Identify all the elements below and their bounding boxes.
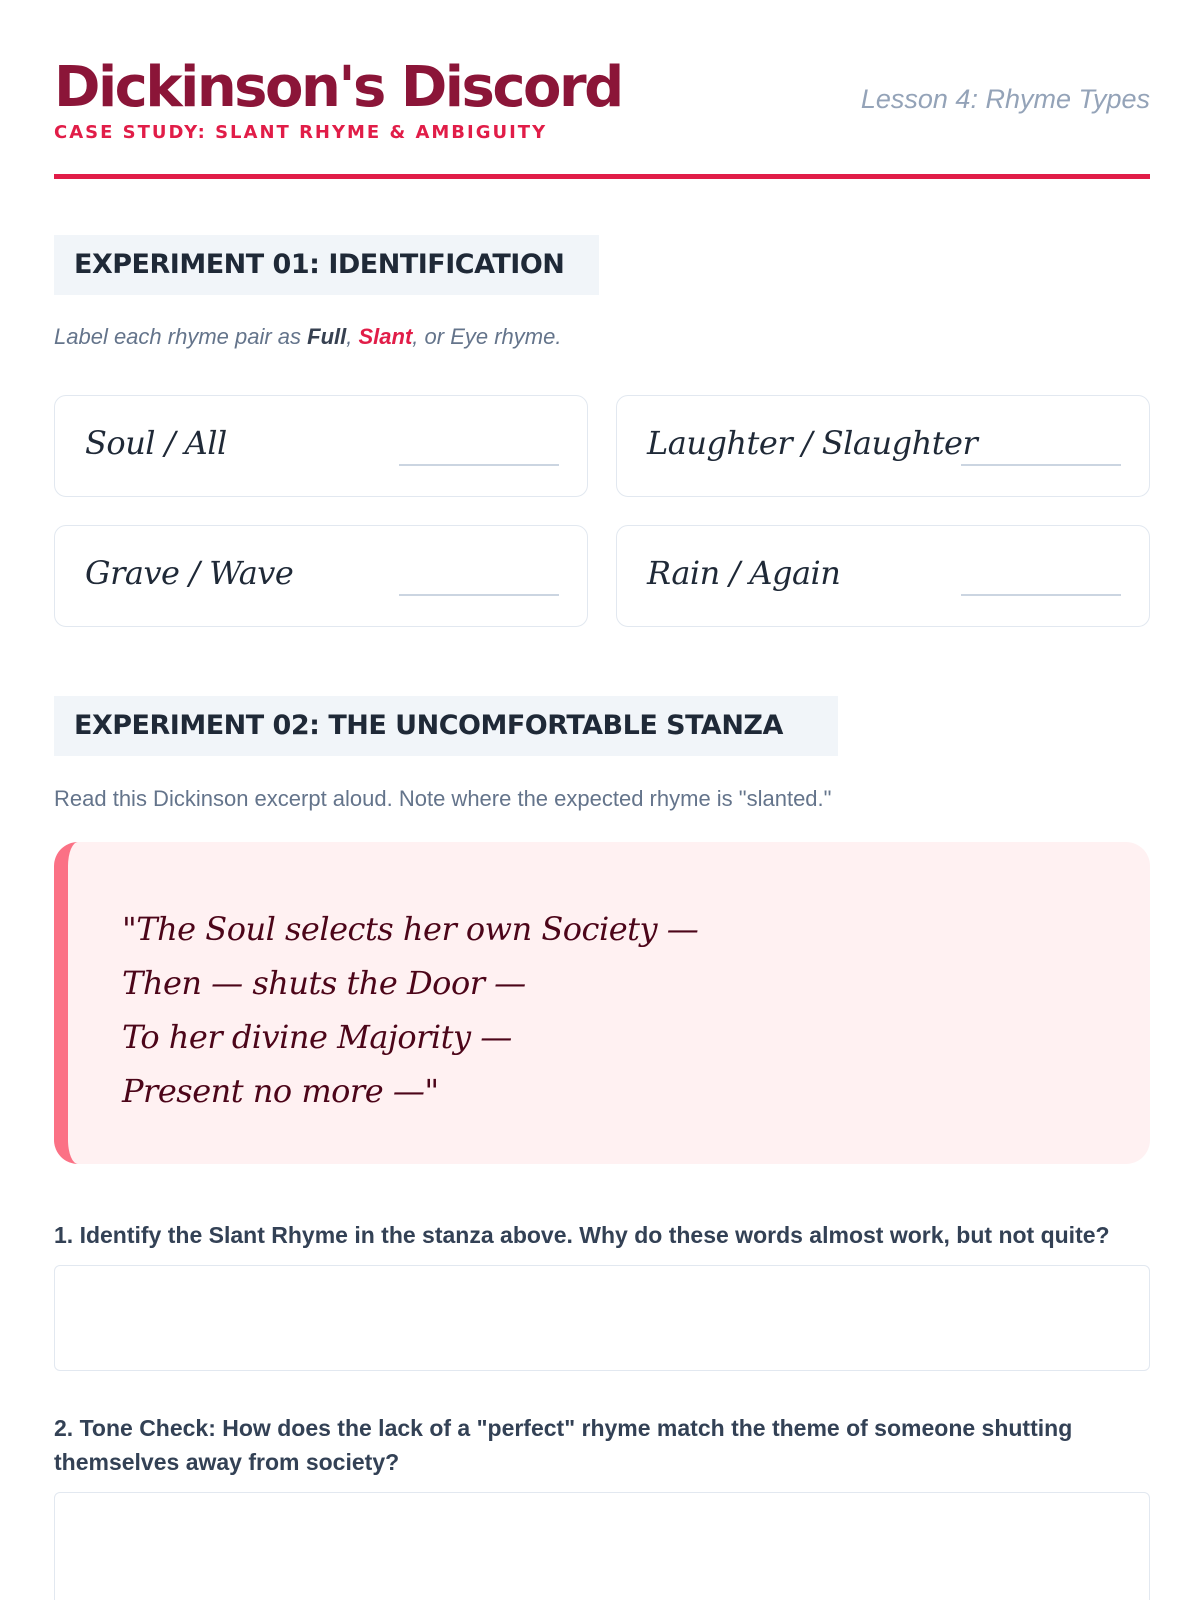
rhyme-pair-card — [54, 395, 588, 497]
rhyme-pair-card — [616, 525, 1150, 627]
rhyme-pair-card — [616, 395, 1150, 497]
instructions-eye: Eye — [450, 324, 489, 349]
instructions-prefix: Label each rhyme pair as — [54, 324, 308, 349]
answer-blank[interactable] — [399, 464, 559, 466]
experiment-1-heading: EXPERIMENT 01: IDENTIFICATION — [54, 235, 599, 295]
rhyme-pair-text: Rain / Again — [647, 554, 841, 592]
lesson-label: Lesson 4: Rhyme Types — [860, 84, 1150, 114]
experiment-2-heading: EXPERIMENT 02: THE UNCOMFORTABLE STANZA — [54, 696, 838, 756]
stanza-line: To her divine Majority — — [122, 1018, 512, 1056]
instructions-full: Full — [307, 324, 347, 349]
answer-box-1[interactable] — [54, 1265, 1150, 1371]
excerpt-instructions: Read this Dickinson excerpt aloud. Note where the expected rhyme is "slanted." — [54, 786, 832, 811]
experiment-1-instructions — [54, 324, 561, 350]
rhyme-pair-text: Soul / All — [85, 424, 227, 462]
instructions-slant: Slant — [358, 324, 413, 349]
rhyme-pair-card — [54, 525, 588, 627]
instructions-suffix: rhyme. — [488, 324, 562, 349]
worksheet-header — [54, 54, 1150, 184]
instructions-sep-2: , or — [412, 324, 451, 349]
question-1: 1. Identify the Slant Rhyme in the stanza above. Why do these words almost work, but not quite? — [54, 1222, 1110, 1248]
header-divider — [54, 174, 1150, 179]
answer-blank[interactable] — [961, 464, 1121, 466]
stanza-line: Present no more —" — [122, 1072, 439, 1110]
stanza-line: Then — shuts the Door — — [122, 964, 526, 1002]
question-2: 2. Tone Check: How does the lack of a "perfect" rhyme match the theme of someone shutting themselves away from society? — [54, 1415, 1073, 1475]
answer-blank[interactable] — [961, 594, 1121, 596]
instructions-sep-1: , — [346, 324, 359, 349]
answer-box-2[interactable] — [54, 1492, 1150, 1600]
rhyme-pair-text: Grave / Wave — [85, 554, 294, 592]
stanza-quote-block — [54, 842, 1150, 1164]
stanza-line: "The Soul selects her own Society — — [122, 910, 699, 948]
page-title: Dickinson's Discord — [54, 55, 622, 120]
rhyme-pair-text: Laughter / Slaughter — [647, 424, 978, 462]
answer-blank[interactable] — [399, 594, 559, 596]
page-subtitle: CASE STUDY: SLANT RHYME & AMBIGUITY — [54, 122, 548, 143]
